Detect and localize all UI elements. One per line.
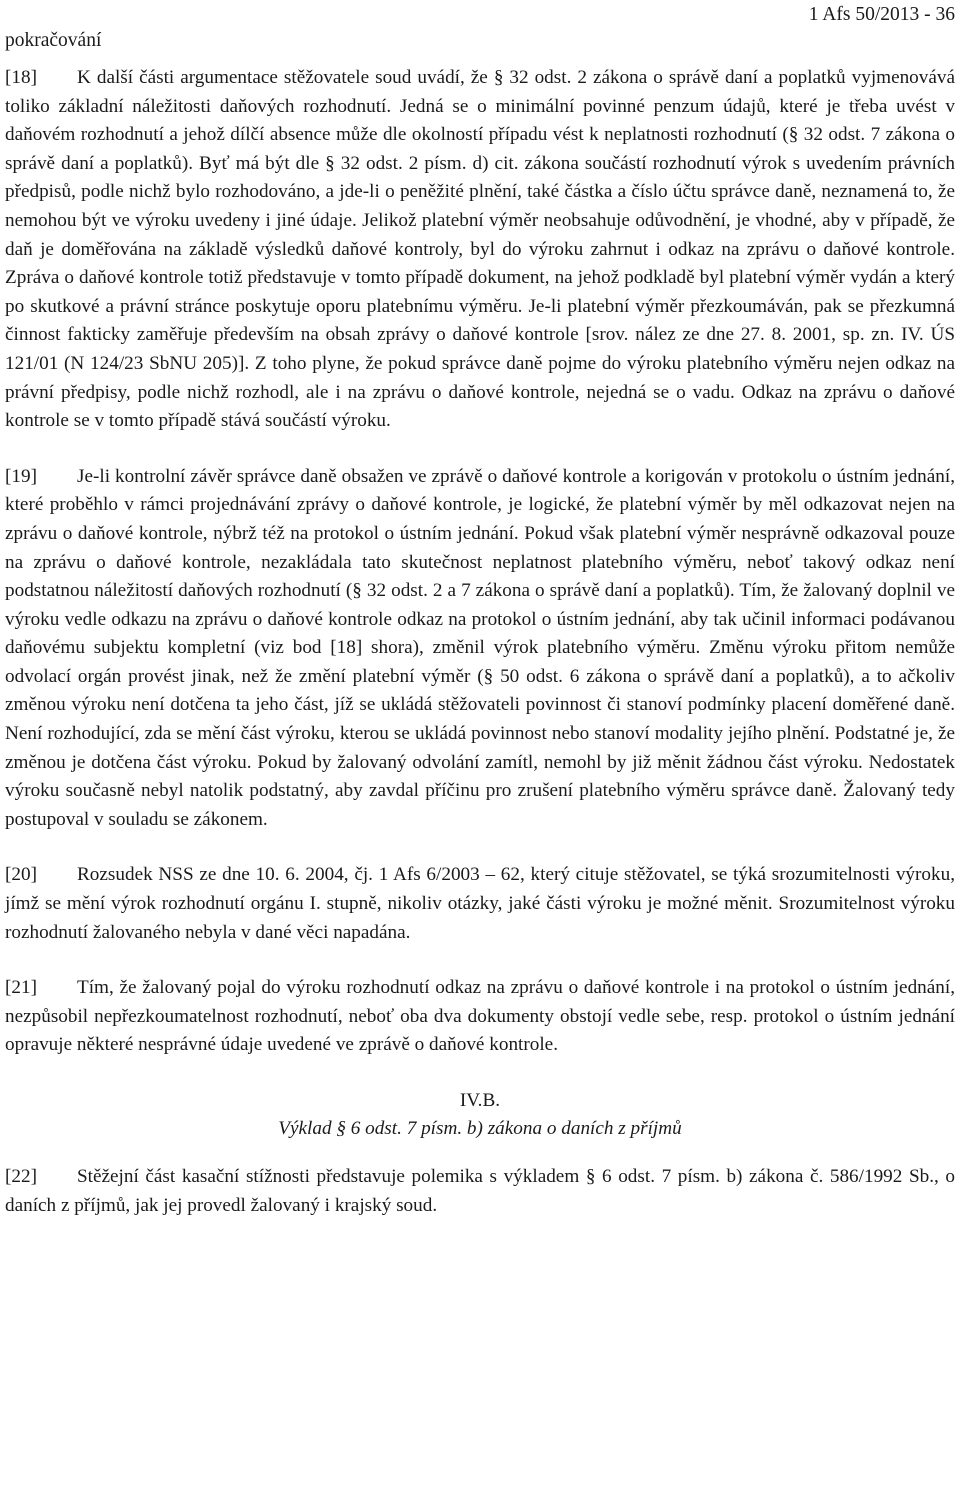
paragraph-18 (5, 64, 955, 436)
section-heading (5, 1087, 955, 1143)
paragraph-number: [18] (5, 67, 37, 88)
paragraph-text: Tím, že žalovaný pojal do výroku rozhodnutí odkaz na zprávu o daňové kontrole i na protokol o ústním jednání, nezpůsobil nepřezkoumatelnost rozhodnutí, neboť oba dva dokumenty obstojí vedle sebe, resp. protokol o ústním jednání opravuje některé nesprávné údaje uvedené ve zprávě o daňové kontrole. (5, 977, 955, 1056)
paragraph-text: Je-li kontrolní závěr správce daně obsažen ve zprávě o daňové kontrole a korigován v protokolu o ústním jednání, které proběhlo v rámci projednávání zprávy o daňové kontrole, je logické, že platební výměr by měl odkazovat nejen na zprávu o daňové kontrole, nýbrž též na protokol o ústním jednání. Pokud však platební výměr nesprávně odkazoval pouze na zprávu o daňové kontrole, nezakládala tato skutečnost neplatnost platebního výměru, neboť takový odkaz není podstatnou náležitostí daňových rozhodnutí (§ 32 odst. 2 a 7 zákona o správě daní a poplatků). Tím, že žalovaný doplnil ve výroku vedle odkazu na zprávu o daňové kontrole odkaz na protokol o ústním jednání, aby tak učinil informaci podávanou daňovému subjektu kompletní (viz bod [18] shora), změnil výrok platebního výměru. Změnu výroku přitom nemůže odvolací orgán provést jinak, než že změní platební výměr (§ 50 odst. 6 zákona o správě daní a poplatků), a to ačkoliv změnou výroku není dotčena ta jeho část, jíž se ukládá stěžovateli povinnost či stanoví podmínky placení doměřené daně. Není rozhodující, zda se mění část výroku, kterou se ukládá povinnost nebo stanoví modality jejího plnění. Podstatné je, že změnou je dotčena část výroku. Pokud by žalovaný odvolání zamítl, nemohl by již měnit žádnou část výroku. Nedostatek výroku současně nebyl natolik podstatný, aby zavdal příčinu pro zrušení platebního výměru správce daně. Žalovaný tedy postupoval v souladu se zákonem. (5, 465, 955, 830)
paragraph-text: Stěžejní část kasační stížnosti představuje polemika s výkladem § 6 odst. 7 písm. b) zákona č. 586/1992 Sb., o daních z příjmů, jak jej provedl žalovaný i krajský soud. (5, 1166, 955, 1216)
paragraph-number: [20] (5, 864, 37, 886)
section-subtitle: Výklad § 6 odst. 7 písm. b) zákona o daních z příjmů (278, 1118, 682, 1139)
paragraph-number: [22] (5, 1166, 37, 1187)
paragraph-number: [21] (5, 977, 37, 999)
section-title: IV.B. (459, 1090, 501, 1111)
paragraph-text: Rozsudek NSS ze dne 10. 6. 2004, čj. 1 Afs 6/2003 – 62, který cituje stěžovatel, se týká srozumitelnosti výroku, jímž se mění výrok rozhodnutí orgánu I. stupně, nikoliv otázky, jaké části výroku je možné měnit. Srozumitelnost výroku rozhodnutí žalovaného nebyla v dané věci napadána. (5, 864, 955, 943)
paragraph-text: K další části argumentace stěžovatele soud uvádí, že § 32 odst. 2 zákona o správě daní a poplatků vyjmenovává toliko základní náležitosti daňových rozhodnutí. Jedná se o minimální povinné penzum údajů, které je třeba uvést v daňovém rozhodnutí a jehož dílčí absence může dle okolností případu vést k neplatnosti rozhodnutí (§ 32 odst. 7 zákona o správě daní a poplatků). Byť má být dle § 32 odst. 2 písm. d) cit. zákona součástí rozhodnutí výrok s uvedením právních předpisů, podle nichž bylo rozhodováno, a jde-li o peněžité plnění, také částka a číslo účtu správce daně, neznamená to, že nemohou být ve výroku uvedeny i jiné údaje. Jelikož platební výměr neobsahuje odůvodnění, je vhodné, aby v případě, že daň je doměřována na základě výsledků daňové kontroly, byl do výroku zahrnut i odkaz na zprávu o daňové kontrole. Zpráva o daňové kontrole totiž představuje v tomto případě dokument, na jehož podkladě byl platební výměr vydán a který po skutkové a právní stránce poskytuje oporu platebnímu výměru. Je-li platební výměr přezkoumáván, pak se přezkumná činnost fakticky zaměřuje především na obsah zprávy o daňové kontrole [srov. nález ze dne 27. 8. 2001, sp. zn. IV. ÚS 121/01 (N 124/23 SbNU 205)]. Z toho plyne, že pokud správce daně pojme do výroku platebního výměru nejen odkaz na právní předpisy, podle nichž rozhodl, ale i na zprávu o daňové kontrole, nejedná se o vadu. Odkaz na zprávu o daňové kontrole se v tomto případě stává součástí výroku. (5, 67, 955, 432)
document-page (5, 0, 955, 1247)
paragraph-19 (5, 463, 955, 835)
case-number: 1 Afs 50/2013 - 36 (808, 4, 955, 25)
continuation-label: pokračování (5, 30, 102, 51)
paragraph-number: [19] (5, 465, 37, 487)
page-header (5, 0, 955, 64)
paragraph-20 (5, 861, 955, 947)
paragraph-22 (5, 1163, 955, 1220)
paragraph-21 (5, 974, 955, 1060)
